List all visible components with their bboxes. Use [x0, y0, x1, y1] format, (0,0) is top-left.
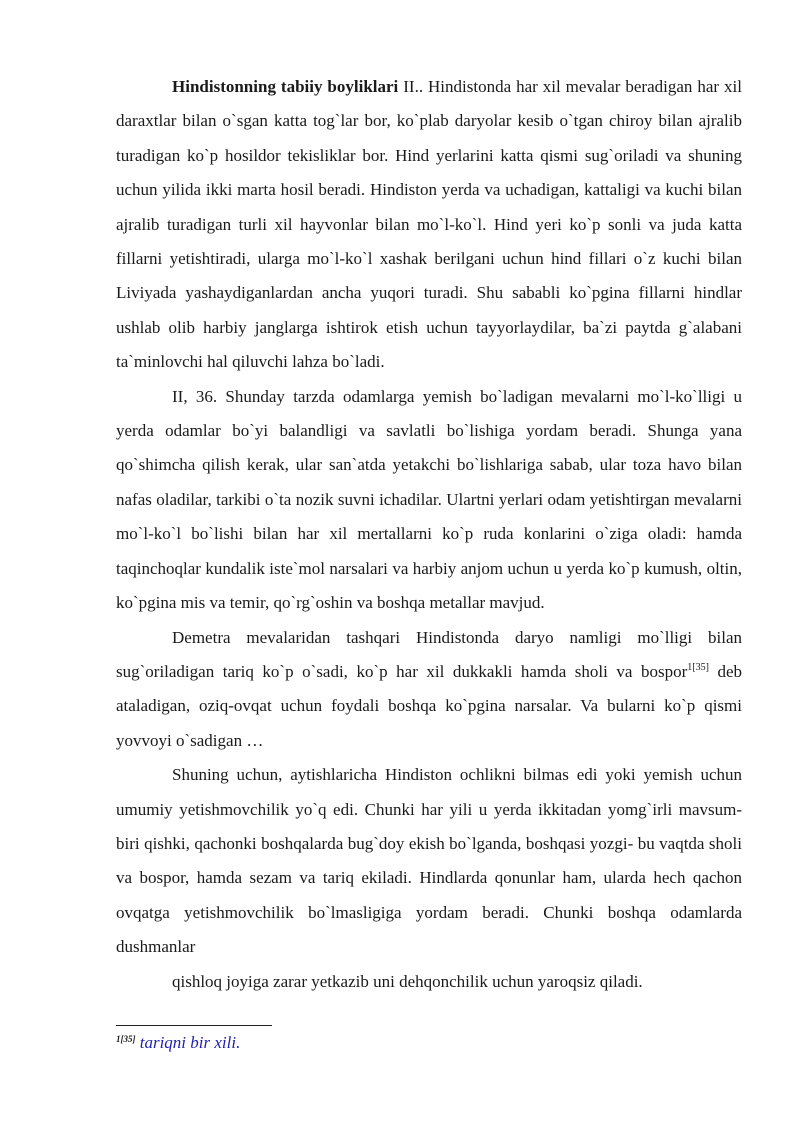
paragraph-2-text: II, 36. Shunday tarzda odamlarga yemish bo`ladigan mevalarni mo`l-ko`lligi u yerda odamlar bo`yi balandligi va savlatli bo`lishiga yordam beradi. Shunga yana qo`shimcha qilish kerak, ular san`atda yetakchi bo`lishlariga sabab, ular toza havo bilan nafas oladilar, tarkibi o`ta nozik suvni ichadilar. Ulartni yerlari odam yetishtirgan mevalarni mo`l-ko`l bo`lishi bilan har xil mertallarni ko`p ruda konlarini o`ziga oladi: hamda taqinchoqlar kundalik iste`mol narsalari va harbiy anjom uchun u yerda ko`p kumush, oltin, ko`pgina mis va temir, qo`rg`oshin va boshqa metallar mavjud. — [116, 386, 742, 613]
paragraph-3-text-before: Demetra mevalaridan tashqari Hindistonda daryo namligi mo`lligi bilan sug`oriladigan tariq ko`p o`sadi, ko`p har xil dukkakli hamda sholi va bospor — [116, 627, 742, 681]
footnote-reference[interactable]: 1[35] — [687, 661, 709, 673]
footnote-text: tariqni bir xili. — [135, 1033, 241, 1052]
paragraph-3-text-after: deb ataladigan, oziq-ovqat uchun foydali boshqa ko`pgina narsalar. Va bularni ko`p qismi yovvoyi o`sadigan … — [116, 661, 743, 750]
footnote — [116, 1032, 240, 1054]
paragraph-4 — [116, 758, 742, 964]
section-heading: Hindistonning tabiiy boyliklari — [172, 77, 399, 96]
paragraph-1-text: II.. Hindistonda har xil mevalar beradigan har xil daraxtlar bilan o`sgan katta tog`lar bor, ko`plab daryolar kesib o`tgan chiroy bilan ajralib turadigan ko`p hosildor tekisliklar bor. Hind yerlarini katta qismi sug`oriladi va shuning uchun yilida ikki marta hosil beradi. Hindiston yerda va uchadigan, kattaligi va kuchi bilan ajralib turadigan turli xil hayvonlar bilan mo`l-ko`l. Hind yeri ko`p sonli va juda katta fillarni yetishtiradi, ularga mo`l-ko`l xashak berilgani uchun hind fillari o`z kuchi bilan Liviyada yashaydiganlardan ancha yuqori turadi. Shu sababli ko`pgina fillarni hindlar ushlab olib harbiy janglarga ishtirok etish uchun tayyorlaydilar, ba`zi paytda g`alabani ta`minlovchi hal qiluvchi lahza bo`ladi. — [116, 77, 742, 372]
paragraph-1 — [116, 70, 742, 380]
paragraph-5 — [116, 965, 742, 999]
paragraph-3 — [116, 621, 742, 759]
paragraph-4-text: Shuning uchun, aytishlaricha Hindiston ochlikni bilmas edi yoki yemish uchun umumiy yetishmovchilik yo`q edi. Chunki har yili u yerda ikkitadan yomg`irli mavsum- biri qishki, qachonki boshqalarda bug`doy ekish bo`lganda, boshqasi yozgi- bu vaqtda sholi va bospor, hamda sezam va tariq ekiladi. Hindlarda qonunlar ham, ularda hech qachon ovqatga yetishmovchilik bo`lmasligiga yordam beradi. Chunki boshqa odamlarda dushmanlar — [116, 765, 742, 957]
document-body — [116, 70, 742, 999]
paragraph-2 — [116, 380, 742, 621]
footnote-separator — [116, 1025, 272, 1026]
paragraph-5-text: qishloq joyiga zarar yetkazib uni dehqonchilik uchun yaroqsiz qiladi. — [172, 971, 643, 991]
footnote-marker: 1[35] — [116, 1034, 136, 1044]
